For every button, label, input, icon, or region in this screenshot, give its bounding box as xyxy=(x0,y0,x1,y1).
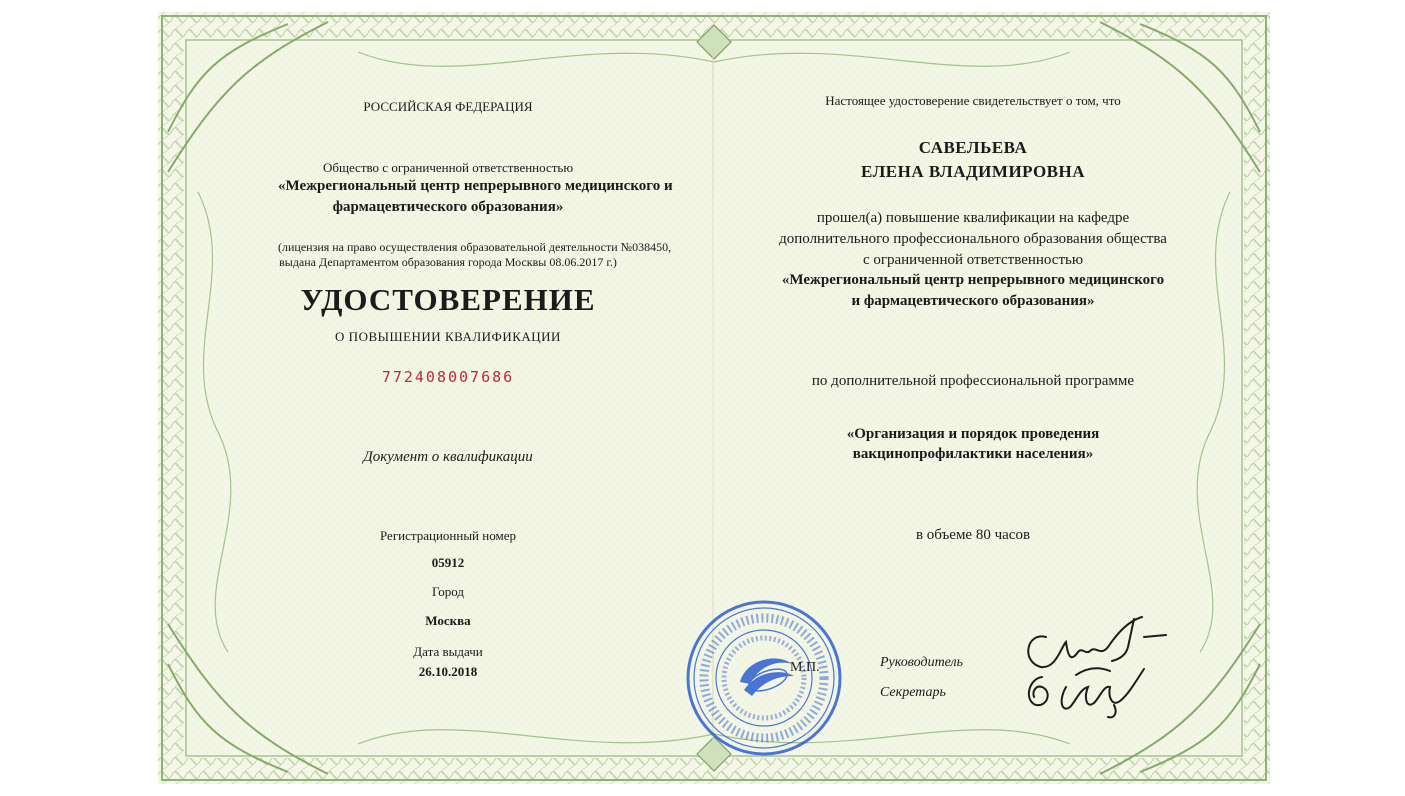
org-type: Общество с ограниченной ответственностью xyxy=(322,160,574,175)
registration-number: 05912 xyxy=(431,555,465,570)
program-intro: по дополнительной профессиональной программе xyxy=(811,373,1135,389)
issue-date-label: Дата выдачи xyxy=(413,644,483,659)
issue-date-value: 26.10.2018 xyxy=(418,664,478,679)
certificate-sheet xyxy=(158,12,1270,784)
right-org-line2: и фармацевтического образования» xyxy=(851,293,1095,309)
body-line2: дополнительного профессионального образования общества xyxy=(779,231,1167,247)
org-name-line1: «Межрегиональный центр непрерывного медицинского и xyxy=(278,178,673,194)
city-label: Город xyxy=(431,584,465,599)
license-line1: (лицензия на право осуществления образовательной деятельности №038450, xyxy=(278,240,672,254)
program-title-line1: «Организация и порядок проведения xyxy=(846,426,1100,442)
certificate-title: УДОСТОВЕРЕНИЕ xyxy=(300,282,596,317)
secretary-signature xyxy=(1018,657,1188,737)
license-line2: выдана Департаментом образования города Москвы 08.06.2017 г.) xyxy=(279,255,617,269)
body-line1: прошел(а) повышение квалификации на кафедре xyxy=(816,210,1130,226)
secretary-label: Секретарь xyxy=(880,685,946,700)
document-type: Документ о квалификации xyxy=(363,449,533,465)
stamp-place-label: М.П. xyxy=(790,660,820,675)
holder-surname: САВЕЛЬЕВА xyxy=(918,138,1028,157)
org-name-line2: фармацевтического образования» xyxy=(332,199,564,215)
left-page xyxy=(278,12,673,784)
hours-volume: в объеме 80 часов xyxy=(915,527,1031,543)
head-label: Руководитель xyxy=(880,655,964,670)
registration-label: Регистрационный номер xyxy=(380,528,516,543)
body-line3: с ограниченной ответственностью xyxy=(862,252,1084,268)
organization-stamp xyxy=(684,598,844,758)
country-heading: РОССИЙСКАЯ ФЕДЕРАЦИЯ xyxy=(363,99,533,114)
certificate-subtitle: О ПОВЫШЕНИИ КВАЛИФИКАЦИИ xyxy=(335,329,561,344)
holder-given-names: ЕЛЕНА ВЛАДИМИРОВНА xyxy=(860,162,1086,181)
right-org-line1: «Межрегиональный центр непрерывного медицинского xyxy=(781,272,1165,288)
program-title-line2: вакцинопрофилактики населения» xyxy=(852,446,1094,462)
intro-text: Настоящее удостоверение свидетельствует о том, что xyxy=(825,93,1121,108)
serial-number: 772408007686 xyxy=(381,368,515,386)
city-value: Москва xyxy=(425,613,471,628)
